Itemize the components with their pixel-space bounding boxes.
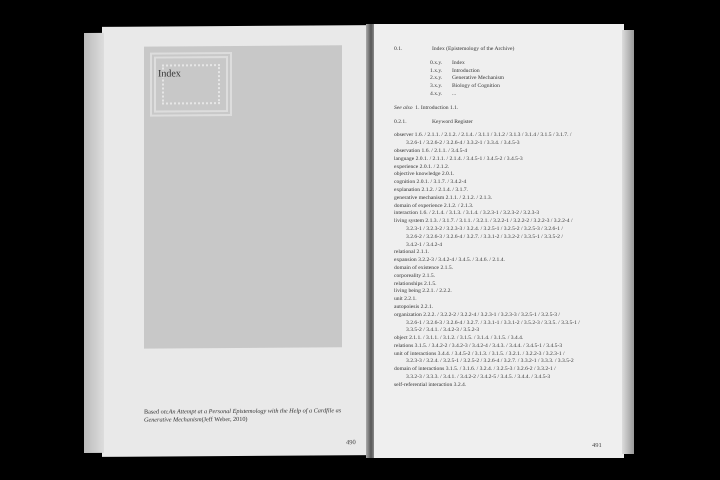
keyword-entry: domain of interactions 3.1.5. / 3.1.6. / 3.2.4. / 3.2.5-3 / 3.2.6-2 / 3.3.2-1 / bbox=[394, 366, 556, 373]
index-text-block bbox=[394, 46, 616, 390]
page-number-right: 491 bbox=[592, 442, 602, 449]
keyword-entry: living being 2.2.1. / 2.2.2. bbox=[394, 288, 452, 295]
keyword-entry: 3.2.3-3 / 3.2.4. / 3.2.5-1 / 3.2.5-2 / 3.2.6-4 / 3.2.7. / 3.3.2-1 / 3.3.3. / 3.3.5-2 bbox=[406, 358, 574, 365]
see-also: See also 1. Introduction 1.1. bbox=[394, 104, 459, 111]
image-caption bbox=[144, 407, 364, 425]
keyword-entry: unit of interactions 3.4.4. / 3.4.5-2 / 3.1.3. / 3.1.5. / 3.2.1. / 3.2.2-3 / 3.2.3-1 / bbox=[394, 350, 565, 357]
keyword-entry: corporeality 2.1.5. bbox=[394, 272, 436, 279]
keyword-entry: living system 2.1.3. / 3.1.7. / 3.1.1. / 3.2.1. / 3.2.2-1 / 3.2.2-2 / 3.2.2-3 / 3.2.2-4 / bbox=[394, 218, 573, 225]
keyword-entry: 3.2.3-1 / 3.2.3-2 / 3.2.3-3 / 3.2.4. / 3.2.5-1 / 3.2.5-2 / 3.2.5-3 / 3.2.6-1 / bbox=[406, 225, 563, 232]
page-stack-edge bbox=[84, 33, 104, 453]
section-heading: 0.1. Index (Epistemology of the Archive) bbox=[394, 46, 515, 52]
keyword-entry: language 2.0.1. / 2.1.1. / 2.1.4. / 3.4.5-1 / 3.4.5-2 / 3.4.5-3 bbox=[394, 155, 523, 162]
list-item: 3.x.y. Biology of Cognition bbox=[430, 83, 500, 90]
keyword-entry: autopoiesis 2.2.1. bbox=[394, 303, 434, 310]
keyword-entry: observer 1.6. / 2.1.1. / 2.1.2. / 2.1.4. / 3.1.1 / 3.1.2 / 3.1.3 / 3.1.4 / 3.1.5 / 3.1.7. / bbox=[394, 132, 572, 139]
list-item: 1.x.y. Introduction bbox=[430, 67, 480, 74]
keyword-entry: objective knowledge 2.0.1. bbox=[394, 171, 455, 178]
caption-prefix: Based on: bbox=[144, 408, 169, 416]
caption-title: An Attempt at a Personal Epistemology with the Help of a Cardfile as Generative Mechanism bbox=[144, 407, 342, 424]
keyword-entry: object 2.1.1. / 3.1.1. / 3.1.2. / 3.1.5. / 3.1.4. / 3.1.5. / 3.4.4. bbox=[394, 335, 524, 342]
keyword-entry: unit 2.2.1. bbox=[394, 296, 417, 303]
keyword-entry: interaction 1.6. / 2.1.4. / 3.1.3. / 3.1.4. / 3.2.3-1 / 3.2.3-2 / 3.2.3-3 bbox=[394, 210, 540, 217]
list-item: 4.x.y. ... bbox=[430, 90, 457, 97]
keyword-entry: relationships 2.1.5. bbox=[394, 280, 437, 287]
page-stack-edge-right bbox=[622, 30, 634, 454]
list-item: 2.x.y. Generative Mechanism bbox=[430, 75, 505, 82]
keyword-entry: relational 2.1.1. bbox=[394, 249, 430, 256]
keyword-entry: 3.2.6-2 / 3.2.6-3 / 3.2.6-4 / 3.2.7. / 3.3.1-2 / 3.3.2-2 / 3.3.5-1 / 3.3.5-2 / bbox=[406, 233, 563, 240]
keyword-entry: 3.4.2-1 / 3.4.2-4 bbox=[406, 241, 443, 248]
plate-title: Index bbox=[158, 68, 181, 80]
keyword-entry: generative mechanism 2.1.1. / 2.1.2. / 2.1.3. bbox=[394, 194, 493, 201]
right-page bbox=[374, 24, 624, 458]
keyword-entry: 3.3.2-3 / 3.3.3. / 3.4.1. / 3.4.2-2 / 3.4.2-5 / 3.4.5. / 3.4.4. / 3.4.5-3 bbox=[406, 374, 551, 381]
keyword-entry: explanation 2.1.2. / 2.1.4. / 3.1.7. bbox=[394, 186, 468, 193]
caption-suffix: (Jeff Weber, 2010) bbox=[201, 415, 248, 424]
subsection-list bbox=[394, 60, 616, 99]
keyword-entry: experience 2.0.1. / 2.1.2. bbox=[394, 163, 450, 170]
keyword-register bbox=[394, 132, 616, 389]
keyword-entry: observation 1.6. / 2.1.1. / 3.4.5-4 bbox=[394, 147, 468, 154]
page-number-left: 490 bbox=[346, 439, 356, 447]
section-heading: 0.2.1. Keyword Register bbox=[394, 118, 473, 125]
keyword-entry: expansion 3.2.2-3 / 3.4.2-4 / 3.4.5. / 3.4.6. / 2.1.4. bbox=[394, 257, 505, 264]
keyword-entry: 3.2.6-1 / 3.2.6-2 / 3.2.6-4 / 3.3.2-1 / 3.3.4. / 3.4.5-3 bbox=[406, 140, 520, 147]
keyword-entry: self-referential interaction 3.2.4. bbox=[394, 381, 467, 388]
keyword-entry: 3.2.6-1 / 3.2.6-3 / 3.2.6-4 / 3.2.7. / 3.3.1-1 / 3.3.1-2 / 3.5.2-3 / 3.3.5. / 3.3.5-1 / bbox=[406, 319, 580, 326]
index-image-plate bbox=[144, 45, 342, 348]
keyword-entry: domain of existence 2.1.5. bbox=[394, 264, 454, 271]
list-item: 0.x.y. Index bbox=[430, 59, 465, 66]
keyword-entry: organization 2.2.2. / 3.2.2-2 / 3.2.2-4 / 3.2.3-1 / 3.2.3-3 / 3.2.5-1 / 3.2.5-3 / bbox=[394, 311, 560, 318]
keyword-entry: 3.3.5-2 / 3.4.1. / 3.4.2-3 / 3.5.2-3 bbox=[406, 327, 480, 334]
keyword-entry: domain of experience 2.1.2. / 2.1.3. bbox=[394, 202, 474, 209]
keyword-entry: relations 3.1.5. / 3.4.2-2 / 3.4.2-3 / 3.4.2-4 / 3.4.3. / 3.4.4. / 3.4.5-1 / 3.4.5-3 bbox=[394, 342, 563, 349]
left-page bbox=[102, 25, 370, 457]
ornament-frame bbox=[150, 52, 232, 117]
keyword-entry: cognition 2.0.1. / 3.1.7. / 3.4.2-4 bbox=[394, 179, 467, 186]
